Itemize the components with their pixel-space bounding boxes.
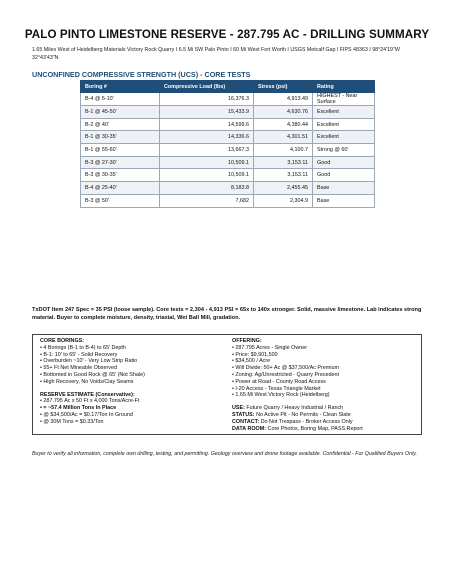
list-item: • $34,500 / Acre	[232, 358, 271, 365]
page-title: PALO PINTO LIMESTONE RESERVE - 287.795 AC - DRILLING SUMMARY	[24, 28, 430, 41]
table-row	[81, 118, 375, 131]
boring-cell: B-3 @ 50'	[81, 194, 160, 207]
stress-cell: 4,100.7	[254, 144, 313, 157]
right-column	[232, 338, 417, 432]
use-label: USE:	[232, 405, 245, 412]
ucs-table-header	[81, 81, 375, 93]
left-column	[40, 338, 230, 426]
load-cell: 10,509.1	[160, 156, 254, 169]
load-cell: 10,509.1	[160, 169, 254, 182]
list-item: • I-20 Access - Texas Triangle Market	[232, 385, 321, 392]
offering-heading: OFFERING:	[232, 338, 262, 344]
list-item: • @ $34,500/Ac = $0.17/Ton In Ground	[40, 411, 133, 418]
load-cell: 13,667.3	[160, 144, 254, 157]
boring-cell: B-4 @ 5-10'	[81, 93, 160, 106]
status-value: No Active Pit - No Permits - Clean Slate	[256, 411, 351, 418]
list-item: • @ 30M Tons = $0.33/Ton	[40, 418, 104, 425]
stress-cell: 2,304.9	[254, 194, 313, 207]
status-line	[232, 412, 417, 419]
header-rating: Rating	[313, 81, 375, 93]
boring-cell: B-3 @ 27-30'	[81, 156, 160, 169]
table-row	[81, 93, 375, 106]
table-row	[81, 131, 375, 144]
load-cell: 15,433.9	[160, 106, 254, 119]
rating-cell: Excellent	[313, 131, 375, 144]
table-row	[81, 169, 375, 182]
list-item: • 55+ Ft Net Mineable Observed	[40, 365, 117, 372]
stress-cell: 3,153.11	[254, 156, 313, 169]
rating-cell: Base	[313, 194, 375, 207]
header-stress: Stress (psi)	[254, 81, 313, 93]
contact-label: CONTACT:	[232, 418, 260, 425]
load-cell: 8,183.8	[160, 182, 254, 195]
boring-cell: B-2 @ 40'	[81, 118, 160, 131]
contact-value: Do Not Trespass - Broker Access Only	[260, 418, 353, 425]
disclaimer-footer: Buyer to verify all information, complete own drilling, testing, and permitting. Geology overview and drone footage available. Confidential - For Qualified Buyers Only.	[32, 451, 418, 457]
stress-cell: 4,913.49	[254, 93, 313, 106]
table-row	[81, 156, 375, 169]
rating-cell: Excellent	[313, 118, 375, 131]
list-item: • 4 Borings (B-1 to B-4) to 65' Depth	[40, 344, 126, 351]
data-room-line	[232, 426, 417, 433]
stress-cell: 2,455.45	[254, 182, 313, 195]
list-item: • Price: $9,901,500	[232, 351, 278, 358]
ucs-table	[80, 80, 375, 208]
header-boring: Boring #	[81, 81, 160, 93]
stress-cell: 3,153.11	[254, 169, 313, 182]
table-row	[81, 194, 375, 207]
core-borings-heading: CORE BORINGS:	[40, 338, 85, 344]
table-row	[81, 144, 375, 157]
boring-cell: B-1 @ 55-60'	[81, 144, 160, 157]
location-subtitle: 1.65 Miles West of Heidelberg Materials Victory Rock Quarry I 6.5 Mi SW Palo Pinto I 60 Mi West Fort Worth I USGS Metcalf Gap I FIPS 48363 I 98°24'19"W 32°43'43"N	[32, 47, 400, 61]
list-item: • Zoning: Ag/Unrestricted - Quarry Precedent	[232, 371, 340, 378]
list-item: • Will Divide: 50+ Ac @ $37,500/Ac Premium	[232, 365, 339, 372]
table-row	[81, 182, 375, 195]
list-item: • 287.795 Acres - Single Owner	[232, 344, 307, 351]
load-cell: 7,682	[160, 194, 254, 207]
rating-cell: Good	[313, 169, 375, 182]
ucs-section-heading: UNCONFINED COMPRESSIVE STRENGTH (UCS) - CORE TESTS	[32, 70, 251, 79]
boring-cell: B-4 @ 25-40'	[81, 182, 160, 195]
use-line	[232, 405, 417, 412]
stress-cell: 4,630.76	[254, 106, 313, 119]
data-room-label: DATA ROOM:	[232, 425, 267, 432]
txdot-note: TxDOT Item 247 Spec = 35 PSI (loose sample). Core tests = 2,304 - 4,913 PSI = 65x to 140x stronger. Solid, massive limestone. Lab indicates strong material. Buyer to complete moisture, density, triaxial, Wet Ball Mill, gradation.	[32, 307, 422, 321]
boring-cell: B-1 @ 45-50'	[81, 106, 160, 119]
rating-cell: Base	[313, 182, 375, 195]
data-room-value: Core Photos, Boring Map, PASS Report	[267, 425, 363, 432]
rating-cell: Good	[313, 156, 375, 169]
list-item: • Overburden ~10' - Very Low Strip Ratio	[40, 358, 138, 365]
list-item: • High Recovery, No Voids/Clay Seams	[40, 378, 134, 385]
rating-cell: Strong @ 60'	[313, 144, 375, 157]
rating-cell: HIGHEST - Near Surface	[313, 93, 375, 106]
use-value: Future Quarry / Heavy Industrial / Ranch	[246, 405, 344, 412]
boring-cell: B-3 @ 30-35'	[81, 169, 160, 182]
list-item-tons-in-place: • = ~57.4 Million Tons In Place	[40, 405, 117, 412]
load-cell: 14,599.6	[160, 118, 254, 131]
summary-box	[32, 334, 422, 435]
status-label: STATUS:	[232, 411, 255, 418]
boring-cell: B-1 @ 30-35'	[81, 131, 160, 144]
stress-cell: 4,380.44	[254, 118, 313, 131]
load-cell: 14,336.6	[160, 131, 254, 144]
table-row	[81, 106, 375, 119]
list-item: • 1.65 Mi West Victory Rock (Heidelberg)	[232, 392, 330, 399]
reserve-heading: RESERVE ESTIMATE (Conservative):	[40, 391, 135, 398]
rating-cell: Excellent	[313, 106, 375, 119]
header-compressive-load: Compressive Load (lbs)	[160, 81, 254, 93]
contact-line	[232, 419, 417, 426]
stress-cell: 4,301.51	[254, 131, 313, 144]
list-item: • Power at Road - County Road Access	[232, 378, 326, 385]
list-item: • B-1: 10' to 65' - Solid Recovery	[40, 351, 118, 358]
list-item: • Bottomed in Good Rock @ 65' (Not Shale)	[40, 371, 145, 378]
list-item: • 287.795 Ac x 50 Ft x 4,000 Tons/Acre-Ft	[40, 398, 140, 405]
load-cell: 16,376.3	[160, 93, 254, 106]
